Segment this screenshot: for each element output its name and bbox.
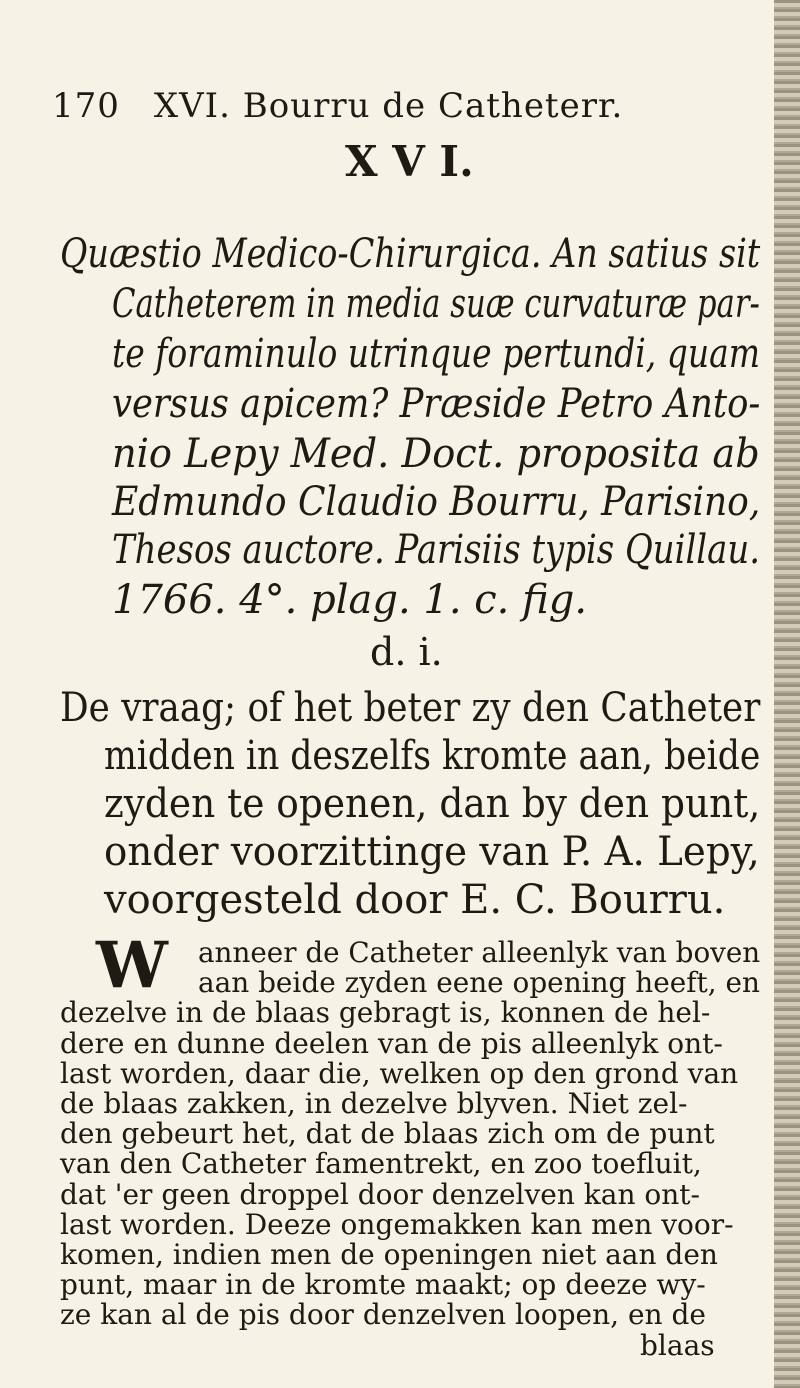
drop-cap: W: [96, 928, 168, 1003]
dutch-line: onder voorzittinge van P. A. Lepy,: [104, 829, 760, 875]
running-head: [52, 84, 623, 128]
body-line: de blaas zakken, in dezelve blyven. Niet zel-: [60, 1087, 688, 1120]
running-head-text: XVI. Bourru de Catheterr.: [153, 86, 624, 126]
latin-line: Quæstio Medico-Chirurgica. An satius sit: [60, 231, 761, 277]
body-line: anneer de Catheter alleenlyk van boven: [198, 936, 761, 969]
body-line: dezelve in de blaas gebragt is, konnen de hel-: [60, 996, 711, 1030]
latin-line: Edmundo Claudio Bourru, Parisino,: [112, 479, 761, 525]
body-line: van den Catheter famentrekt, en zoo toefluit,: [60, 1147, 702, 1181]
latin-line: 1766. 4°. plag. 1. c. fig.: [112, 577, 588, 623]
dutch-line: De vraag; of het beter zy den Catheter: [60, 685, 761, 731]
catchword: blaas: [640, 1328, 715, 1362]
dutch-line: midden in deszelfs kromte aan, beide: [104, 733, 761, 779]
latin-line: versus apicem? Præside Petro Anto-: [112, 381, 761, 427]
body-line: aan beide zyden eene opening heeft, en: [198, 966, 760, 1000]
latin-line: Catheterem in media suæ curvaturæ par-: [112, 281, 760, 327]
page-edge: [774, 0, 800, 1388]
body-line: komen, indien men de openingen niet aan den: [60, 1238, 718, 1271]
section-title: X V I.: [345, 137, 474, 186]
latin-line: nio Lepy Med. Doct. proposita ab: [112, 431, 760, 477]
body-line: last worden. Deeze ongemakken kan men voor-: [60, 1207, 734, 1241]
latin-line: te foraminulo utrinque pertundi, quam: [112, 331, 760, 377]
sub-label: d. i.: [370, 630, 443, 674]
body-line: den gebeurt het, dat de blaas zich om de punt: [60, 1117, 715, 1151]
body-line: ze kan al de pis door denzelven loopen, en de: [60, 1298, 706, 1332]
page-number: 170: [52, 86, 120, 126]
dutch-line: zyden te openen, dan by den punt,: [104, 781, 761, 827]
latin-line: Thesos auctore. Parisiis typis Quillau.: [112, 527, 761, 573]
body-line: dat 'er geen droppel door denzelven kan ont-: [60, 1177, 701, 1211]
body-line: last worden, daar die, welken op den grond van: [60, 1056, 739, 1090]
dutch-line: voorgesteld door E. C. Bourru.: [104, 877, 726, 923]
body-line: dere en dunne deelen van de pis alleenlyk ont-: [60, 1026, 723, 1060]
body-line: punt, maar in de kromte maakt; op deeze wy-: [60, 1268, 706, 1302]
